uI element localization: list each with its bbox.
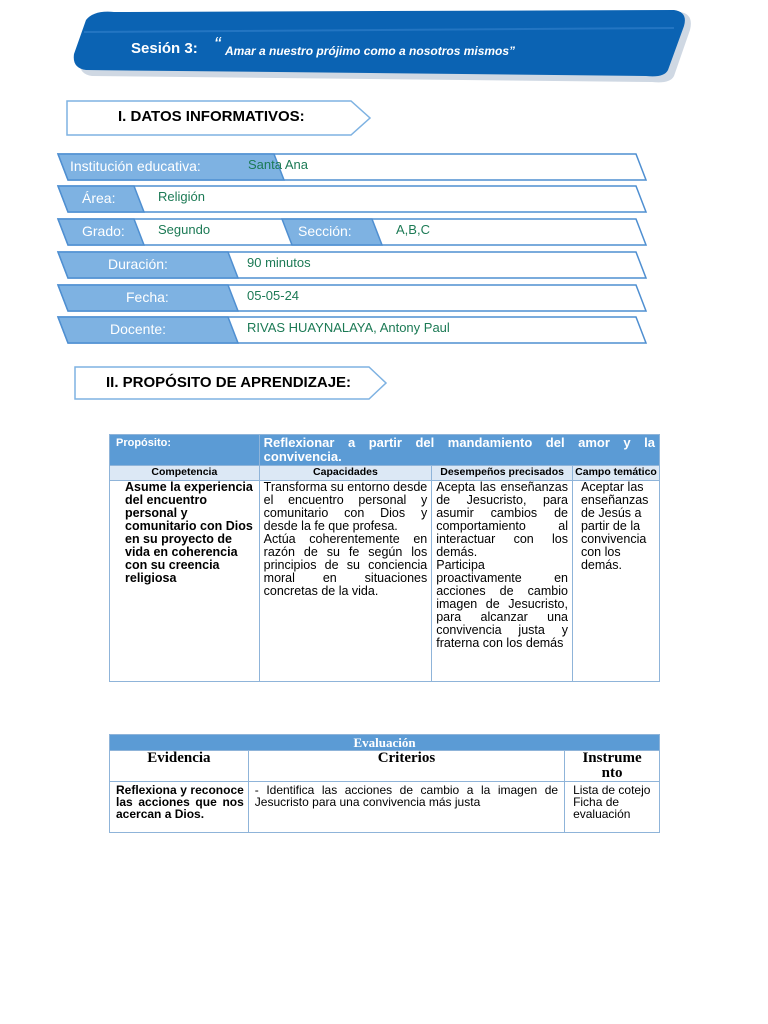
area-label: Área:	[82, 190, 116, 206]
session-label: Sesión 3:	[131, 40, 198, 57]
instrumento-2: Ficha de evaluación	[573, 795, 631, 821]
info-row-institucion	[54, 153, 648, 181]
proposito-header-row	[110, 466, 660, 481]
docente-label: Docente:	[110, 321, 167, 337]
section-proposito-title: II. PROPÓSITO DE APRENDIZAJE:	[106, 374, 352, 391]
col-criterios: Criterios	[248, 751, 564, 782]
desempenos-cell	[432, 481, 573, 682]
fecha-label: Fecha:	[126, 289, 169, 305]
proposito-value: Reflexionar a partir del mandamiento del amor y la convivencia.	[259, 435, 659, 466]
col-evidencia: Evidencia	[110, 751, 249, 782]
fecha-value: 05-05-24	[247, 288, 300, 303]
section-datos-heading	[66, 100, 372, 136]
evaluacion-title: Evaluación	[110, 735, 660, 751]
desempeno-2: Participa proactivamente en acciones de cambio imagen de Jesucristo, para alcanzar una convivencia justa y fraterna con los demás	[436, 558, 568, 650]
proposito-row	[110, 435, 660, 466]
section-datos-title: I. DATOS INFORMATIVOS:	[118, 108, 305, 125]
institucion-label: Institución educativa:	[70, 158, 201, 174]
evaluacion-title-row	[110, 735, 660, 751]
quote-mark: “	[214, 34, 221, 56]
instrumento-1: Lista de cotejo	[573, 783, 651, 797]
seccion-label: Sección:	[298, 223, 352, 239]
capacidad-1: Transforma su entorno desde el encuentro personal y comunitario con Dios y desde la fe que profesa.	[263, 480, 428, 533]
instrumento-cell	[565, 782, 660, 833]
desempeno-1: Acepta las enseñanzas de Jesucristo, para asumir cambios de comportamiento al interactuar con los demás.	[436, 480, 568, 559]
grado-value: Segundo	[158, 222, 211, 237]
seccion-value: A,B,C	[396, 222, 430, 237]
proposito-label: Propósito:	[110, 435, 260, 466]
duracion-label: Duración:	[108, 256, 168, 272]
info-row-duracion	[54, 251, 648, 279]
proposito-table	[109, 434, 660, 682]
info-row-fecha	[54, 284, 648, 312]
proposito-body-row	[110, 481, 660, 682]
session-title: Amar a nuestro prójimo como a nosotros mismos”	[225, 44, 516, 58]
bar-shape	[54, 185, 648, 213]
capacidad-2: Actúa coherentemente en razón de su fe según los principios de su conciencia moral en situaciones concretas de la vida.	[263, 532, 428, 598]
info-row-grado	[54, 218, 648, 246]
col-campo: Campo temático	[572, 466, 659, 481]
col-capacidades: Capacidades	[259, 466, 432, 481]
col-instrumento: Instrumento	[565, 751, 660, 782]
institucion-value: Santa Ana	[248, 157, 308, 172]
criterios-cell: - Identifica las acciones de cambio a la imagen de Jesucristo para una convivencia más justa	[248, 782, 564, 833]
competencia-cell: Asume la experiencia del encuentro personal y comunitario con Dios en su proyecto de vida en coherencia con su creencia religiosa	[110, 481, 260, 682]
col-competencia: Competencia	[110, 466, 260, 481]
col-desempenos: Desempeños precisados	[432, 466, 573, 481]
docente-value: RIVAS HUAYNALAYA, Antony Paul	[247, 320, 450, 335]
duracion-value: 90 minutos	[247, 255, 311, 270]
info-row-docente	[54, 316, 648, 344]
evaluacion-body-row	[110, 782, 660, 833]
area-value: Religión	[158, 189, 205, 204]
evaluacion-header-row	[110, 751, 660, 782]
session-banner	[62, 6, 698, 86]
evidencia-cell: Reflexiona y reconoce las acciones que nos acercan a Dios.	[110, 782, 249, 833]
section-proposito-heading	[74, 366, 388, 400]
capacidades-cell	[259, 481, 432, 682]
campo-cell: Aceptar las enseñanzas de Jesús a partir de la convivencia con los demás.	[572, 481, 659, 682]
grado-label: Grado:	[82, 223, 125, 239]
evaluacion-table	[109, 734, 660, 833]
info-row-area	[54, 185, 648, 213]
